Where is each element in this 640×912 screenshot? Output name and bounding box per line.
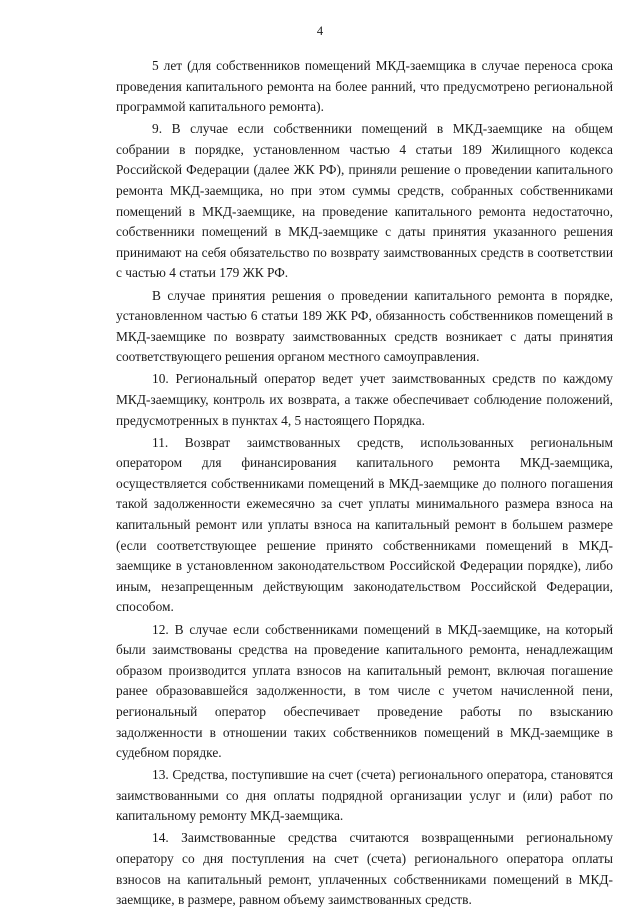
document-body (116, 56, 613, 912)
paragraph-13: 13. Средства, поступившие на счет (счета) регионального оператора, становятся заимствованными со дня оплаты подрядной организации услуг и (или) работ по капитальному ремонту МКД-заемщика. (116, 767, 613, 824)
paragraph-10: 10. Региональный оператор ведет учет заимствованных средств по каждому МКД-заемщику, контроль их возврата, а также обеспечивает соблюдение положений, предусмотренных в пунктах 4, 5 настоящего Порядка. (116, 371, 613, 428)
paragraph-continuation: 5 лет (для собственников помещений МКД-заемщика в случае переноса срока проведения капитального ремонта на более ранний, что предусмотрено региональной программой капитального ремонта). (116, 58, 613, 115)
paragraph-11: 11. Возврат заимствованных средств, использованных региональным оператором для финансирования капитального ремонта МКД-заемщика, осуществляется собственниками помещений в МКД-заемщике до полного погашения такой задолженности ежемесячно за счет уплаты минимального размера взноса на капитальный ремонт или уплаты взноса на капитальный ремонт в большем размере (если соответствующее решение принято собственниками помещений в МКД-заемщике в установленном законодательством Российской Федерации порядке), либо иным, незапрещенным действующим законодательством Российской Федерации, способом. (116, 434, 613, 615)
paragraph-12: 12. В случае если собственниками помещений в МКД-заемщике, на который были заимствованы средства на проведение капитального ремонта, ненадлежащим образом производится уплата взносов на капитальный ремонт, включая погашение ранее образовавшейся задолженности, в том числе с учетом начисленной пени, региональный оператор обеспечивает проведение работы по взысканию задолженности в отношении таких собственников помещений в МКД-заемщике в судебном порядке. (116, 621, 613, 761)
paragraph-9: 9. В случае если собственники помещений в МКД-заемщике на общем собрании в порядке, установленном частью 4 статьи 189 Жилищного кодекса Российской Федерации (далее ЖК РФ), приняли решение о проведении капитального ремонта МКД-заемщика, но при этом суммы средств, собранных собственниками помещений в МКД-заемщике, на проведение капитального ремонта недостаточно, собственники помещений в МКД-заемщике с даты принятия указанного решения принимают на себя обязательство по возврату заимствованных средств в соответствии с частью 4 статьи 179 ЖК РФ. (116, 121, 613, 281)
paragraph-9-part-2: В случае принятия решения о проведении капитального ремонта в порядке, установленном частью 6 статьи 189 ЖК РФ, обязанность собственников помещений в МКД-заемщике по возврату заимствованных средств возникает с даты принятия соответствующего решения органом местного самоуправления. (116, 287, 613, 365)
page-number: 4 (316, 24, 324, 38)
paragraph-14: 14. Заимствованные средства считаются возвращенными региональному оператору со дня поступления на счет (счета) регионального оператора оплаты взносов на капитальный ремонт, уплаченных собственниками помещений в МКД-заемщике, в размере, равном объему заимствованных средств. (116, 830, 613, 908)
